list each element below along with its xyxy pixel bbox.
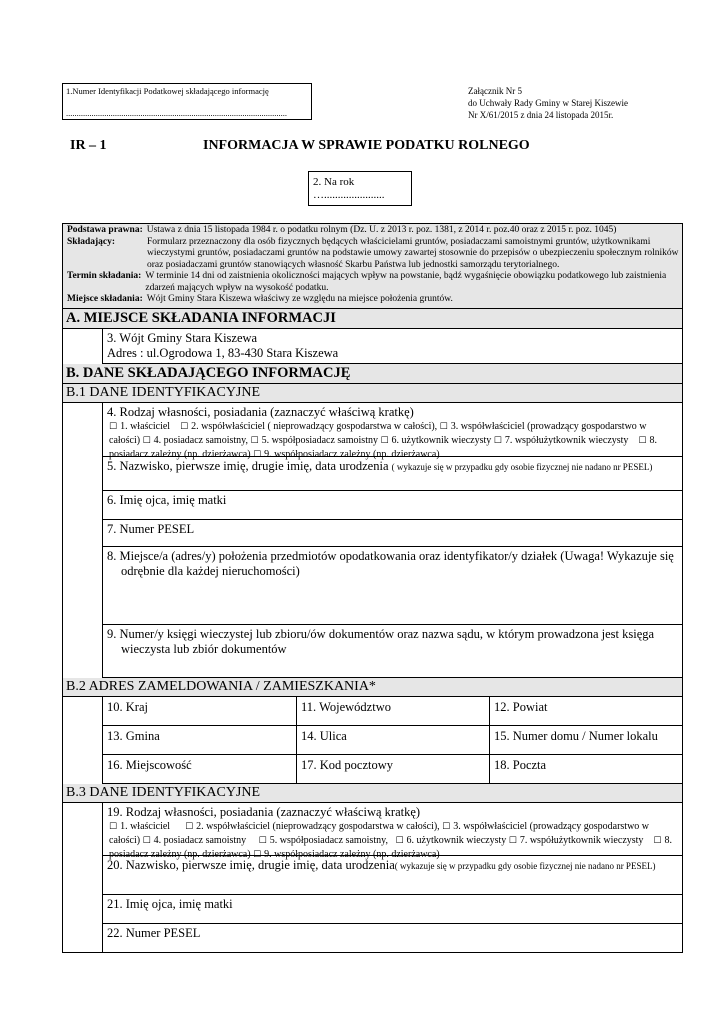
- checkbox-icon[interactable]: ☐: [253, 449, 262, 460]
- legal-row: [67, 294, 679, 306]
- option-label: 7. współużytkownik wieczysty: [519, 834, 644, 846]
- field-number: 5.: [107, 458, 117, 473]
- field-number: 22.: [107, 925, 123, 940]
- field-text: Rodzaj własności, posiadania (zaznaczyć właściwą kratkę): [125, 804, 421, 819]
- field-text: Gmina: [125, 728, 160, 743]
- parents-names-field-2[interactable]: [102, 895, 682, 924]
- checkbox-icon[interactable]: ☐: [185, 821, 194, 832]
- field-label: [107, 405, 678, 420]
- office-address: Adres : ul.Ogrodowa 1, 83-430 Stara Kiszewa: [107, 345, 339, 360]
- field-label: [107, 627, 678, 657]
- checkbox-option-5[interactable]: [251, 435, 378, 446]
- field-text: Powiat: [512, 699, 548, 714]
- office-address-cell: [102, 329, 682, 364]
- year-field[interactable]: [308, 171, 412, 206]
- field-number: 10.: [107, 699, 123, 714]
- checkbox-icon[interactable]: ☐: [109, 421, 118, 432]
- post-office-field[interactable]: [490, 755, 682, 784]
- field-note: ( wykazuje się w przypadku gdy osobie fizycznej nie nadano nr PESEL): [394, 860, 656, 871]
- field-text: Kod pocztowy: [319, 757, 393, 772]
- county-field[interactable]: [490, 697, 682, 726]
- checkbox-option-5[interactable]: [259, 835, 388, 846]
- option-label: 4. posiadacz samoistny,: [153, 434, 249, 446]
- form-body: [62, 223, 683, 953]
- option-label: 4. posiadacz samoistny: [153, 834, 247, 846]
- nip-box[interactable]: [62, 83, 312, 120]
- legal-basis-block: [63, 224, 682, 309]
- checkbox-option-1[interactable]: [109, 421, 170, 432]
- checkbox-option-6[interactable]: [395, 835, 506, 846]
- field-text: Numer domu / Numer lokalu: [512, 728, 658, 743]
- checkbox-icon[interactable]: ☐: [380, 435, 389, 446]
- field-text: Miejsce/a (adres/y) położenia przedmiotów opodatkowania oraz identyfikator/y działek (Uwaga! Wykazuje się odrębnie dla każdej nieruchomości): [119, 548, 674, 578]
- checkbox-icon[interactable]: ☐: [109, 821, 118, 832]
- field-text: Ulica: [319, 728, 347, 743]
- option-label: 3. współwłaściciel (prowadzący gospodarstwo w całości): [109, 420, 647, 446]
- checkbox-icon[interactable]: ☐: [493, 435, 502, 446]
- checkbox-icon[interactable]: ☐: [638, 435, 647, 446]
- land-register-field[interactable]: [102, 625, 682, 678]
- field-text: Numer/y księgi wieczystej lub zbioru/ów dokumentów oraz nazwa sądu, w którym prowadzona jest księga wieczysta lub zbiór dokumentów: [119, 626, 655, 656]
- field-number: 9.: [107, 626, 117, 641]
- page-title: INFORMACJA W SPRAWIE PODATKU ROLNEGO: [203, 138, 530, 153]
- checkbox-icon[interactable]: ☐: [439, 421, 448, 432]
- option-label: 6. użytkownik wieczysty: [391, 434, 492, 446]
- name-birthdate-field[interactable]: [102, 457, 682, 491]
- checkbox-icon[interactable]: ☐: [395, 835, 404, 846]
- field-text: Imię ojca, imię matki: [125, 896, 233, 911]
- checkbox-icon[interactable]: ☐: [250, 435, 259, 446]
- checkbox-option-4[interactable]: [143, 435, 248, 446]
- field-text: Poczta: [512, 757, 547, 772]
- field-text: Numer PESEL: [119, 521, 195, 536]
- field-number: 17.: [301, 757, 317, 772]
- form-code: IR – 1: [70, 138, 107, 153]
- option-label: 1. właściciel: [120, 820, 171, 832]
- field-number: 11.: [301, 699, 317, 714]
- parents-names-field[interactable]: [102, 491, 682, 520]
- checkbox-option-7[interactable]: [509, 835, 644, 846]
- checkbox-icon[interactable]: ☐: [258, 835, 267, 846]
- field-number: 12.: [494, 699, 510, 714]
- option-label: 7. współużytkownik wieczysty: [504, 434, 629, 446]
- checkbox-icon[interactable]: ☐: [653, 835, 662, 846]
- checkbox-option-4[interactable]: [143, 835, 247, 846]
- field-number: 21.: [107, 896, 123, 911]
- field-text: Numer PESEL: [125, 925, 201, 940]
- section-b3-header: B.3 DANE IDENTYFIKACYJNE: [63, 784, 682, 803]
- annex-line: Nr X/61/2015 z dnia 24 listopada 2015r.: [468, 110, 614, 120]
- annex-line: do Uchwały Rady Gminy w Starej Kiszewie: [468, 98, 628, 108]
- legal-key: Składający:: [67, 236, 116, 247]
- annex-note: [468, 85, 628, 121]
- legal-value: Formularz przeznaczony dla osób fizycznych będących właścicielami gruntów, posiadaczami samoistnymi gruntów, użytkownikami wieczystymi gruntów, posiadaczami gruntów na podstawie umowy zawartej stosownie do przepisów o ubezpieczeniu społecznym rolników oraz posiadaczami gruntów stanowiących własność Skarbu Państwa lub jednostki samorządu terytorialnego.: [147, 236, 679, 270]
- checkbox-option-2[interactable]: [185, 821, 440, 832]
- field-text: Miejscowość: [125, 757, 192, 772]
- field-text: Imię ojca, imię matki: [119, 492, 227, 507]
- ownership-type-field[interactable]: [102, 403, 682, 460]
- field-number: 14.: [301, 728, 317, 743]
- field-text: Kraj: [125, 699, 148, 714]
- checkbox-option-7[interactable]: [494, 435, 629, 446]
- option-label: 1. właściciel: [120, 420, 171, 432]
- option-label: 9. współposiadacz zależny (np. dzierżawca): [264, 448, 440, 460]
- legal-key: Podstawa prawna:: [67, 225, 143, 235]
- field-label: [107, 805, 678, 820]
- nip-dotted-line: ........................................................................................................: [66, 108, 287, 118]
- option-label: 5. współposiadacz samoistny,: [269, 834, 388, 846]
- legal-row: [67, 237, 679, 272]
- checkbox-icon[interactable]: ☐: [508, 835, 517, 846]
- field-number: 20.: [107, 857, 123, 872]
- legal-value: Ustawa z dnia 15 listopada 1984 r. o podatku rolnym (Dz. U. z 2013 r. poz. 1381, z 2014 r. poz.40 oraz z 2015 r. poz. 1045): [146, 225, 617, 235]
- checkbox-icon[interactable]: ☐: [442, 821, 451, 832]
- house-number-field[interactable]: [490, 726, 682, 755]
- field-number: 16.: [107, 757, 123, 772]
- option-label: 3. współwłaściciel (prowadzący gospodarstwo w całości): [109, 820, 650, 846]
- checkbox-icon[interactable]: ☐: [142, 835, 151, 846]
- section-b-header: B. DANE SKŁADAJĄCEGO INFORMACJĘ: [63, 364, 682, 384]
- voivodeship-field[interactable]: [297, 697, 490, 726]
- pesel-field-2[interactable]: [102, 924, 682, 952]
- field-text: Nazwisko, pierwsze imię, drugie imię, data urodzenia: [119, 458, 389, 473]
- legal-value: W terminie 14 dni od zaistnienia okoliczności mających wpływ na powstanie, bądź wygaśnięcie obowiązku podatkowego lub zaistnienia zdarzeń mających wpływ na wysokość podatku.: [145, 271, 667, 293]
- ownership-options: [107, 420, 678, 462]
- field-number: 6.: [107, 492, 117, 507]
- checkbox-icon[interactable]: ☐: [253, 849, 262, 860]
- field-text: Rodzaj własności, posiadania (zaznaczyć właściwą kratkę): [119, 404, 414, 419]
- field-number: 13.: [107, 728, 123, 743]
- field-label: [107, 549, 678, 579]
- option-label: 8. posiadacz zależny (np. dzierżawca): [109, 434, 657, 460]
- section-b1-header: B.1 DANE IDENTYFIKACYJNE: [63, 384, 682, 403]
- field-number: 19.: [107, 804, 123, 819]
- field-number: 7.: [107, 521, 117, 536]
- checkbox-option-1[interactable]: [109, 821, 170, 832]
- country-field[interactable]: [103, 697, 297, 726]
- ownership-type-field-2[interactable]: [102, 803, 682, 860]
- option-label: 8. posiadacz zależny (np. dzierżawca): [109, 834, 672, 860]
- address-grid: [102, 697, 682, 784]
- checkbox-option-2[interactable]: [180, 421, 437, 432]
- checkbox-icon[interactable]: ☐: [180, 421, 189, 432]
- nip-label: 1.Numer Identyfikacji Podatkowej składającego informację: [66, 86, 269, 96]
- locality-field[interactable]: [103, 755, 297, 784]
- legal-row: [67, 225, 679, 237]
- section-a-header: A. MIEJSCE SKŁADANIA INFORMACJI: [63, 309, 682, 329]
- annex-line: Załącznik Nr 5: [468, 86, 522, 96]
- option-label: 2. współwłaściciel ( nieprowadzący gospodarstwa w całości),: [191, 420, 438, 432]
- field-number: 15.: [494, 728, 510, 743]
- field-text: Nazwisko, pierwsze imię, drugie imię, data urodzenia: [125, 857, 395, 872]
- field-number: 18.: [494, 757, 510, 772]
- option-label: 2. współwłaściciel (nieprowadzący gospodarstwa w całości),: [196, 820, 440, 832]
- legal-row: [67, 271, 679, 294]
- name-birthdate-field-2[interactable]: [102, 856, 682, 895]
- property-location-field[interactable]: [102, 547, 682, 625]
- street-field[interactable]: [297, 726, 490, 755]
- option-label: 5. współposiadacz samoistny: [261, 434, 378, 446]
- legal-value: Wójt Gminy Stara Kiszewa właściwy ze względu na miejsce położenia gruntów.: [146, 294, 453, 304]
- checkbox-option-6[interactable]: [380, 435, 491, 446]
- field-note: ( wykazuje się w przypadku gdy osobie fizycznej nie nadano nr PESEL): [391, 461, 653, 472]
- office-name: 3. Wójt Gminy Stara Kiszewa: [107, 330, 258, 345]
- commune-field[interactable]: [103, 726, 297, 755]
- postal-code-field[interactable]: [297, 755, 490, 784]
- field-number: 8.: [107, 548, 117, 563]
- field-text: Województwo: [319, 699, 391, 714]
- section-b2-header: B.2 ADRES ZAMELDOWANIA / ZAMIESZKANIA*: [63, 678, 682, 697]
- legal-key: Miejsce składania:: [67, 294, 143, 304]
- year-label: 2. Na rok: [313, 176, 355, 188]
- legal-key: Termin składania:: [67, 271, 142, 281]
- option-label: 9. współposiadacz zależny (np. dzierżawca): [264, 848, 440, 860]
- checkbox-icon[interactable]: ☐: [142, 435, 151, 446]
- pesel-field[interactable]: [102, 520, 682, 547]
- option-label: 6. użytkownik wieczysty: [406, 834, 507, 846]
- field-number: 4.: [107, 404, 117, 419]
- year-value: …......................: [313, 189, 385, 201]
